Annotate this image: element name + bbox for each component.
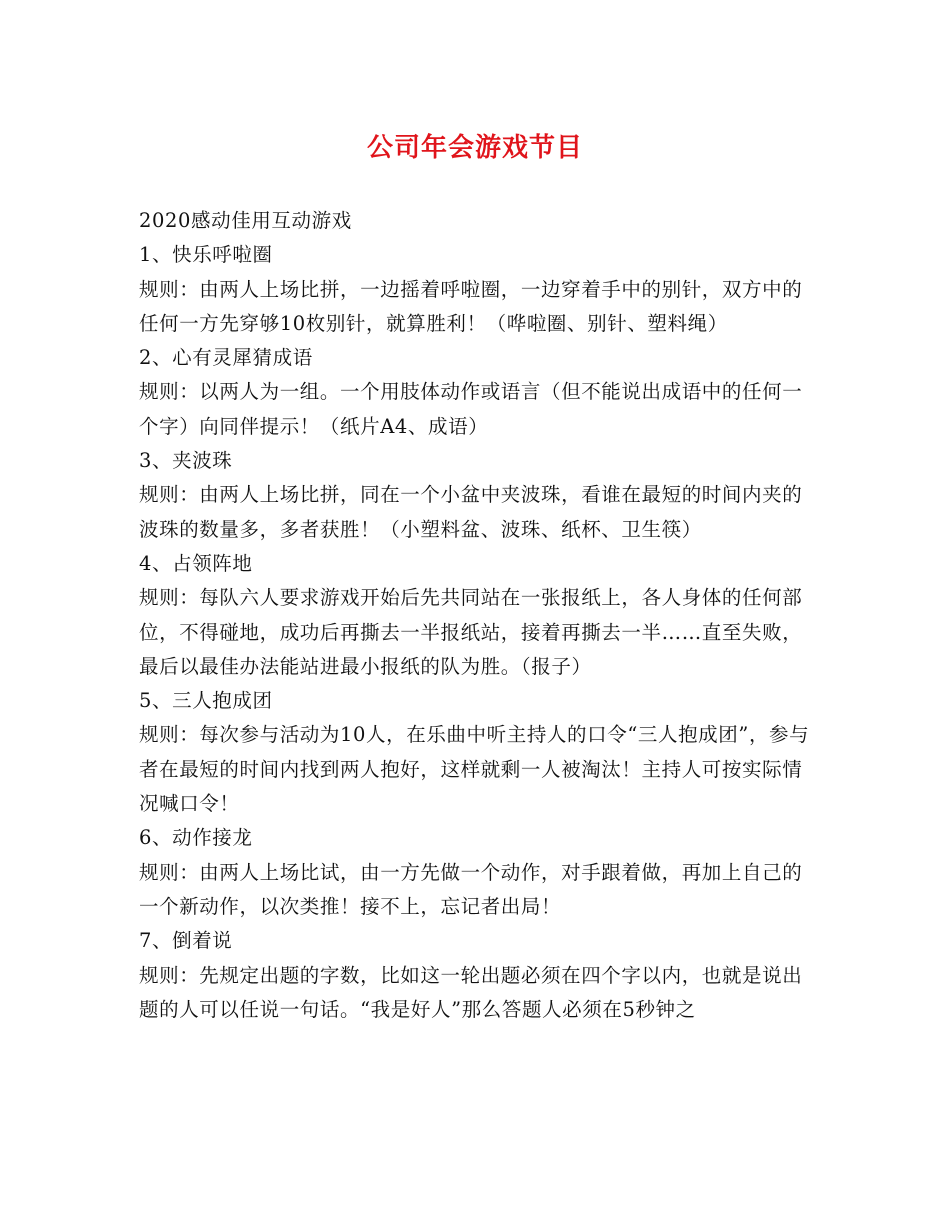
game-heading: 2、心有灵犀猜成语 bbox=[139, 346, 313, 370]
game-rule: 规则：每次参与活动为10人，在乐曲中听主持人的口令“三人抱成团”，参与者在最短的时间内找到两人抱好，这样就剩一人被淘汰！主持人可按实际情况喊口令！ bbox=[139, 723, 810, 816]
document-title: 公司年会游戏节目 bbox=[366, 133, 583, 163]
game-rule: 规则：每队六人要求游戏开始后先共同站在一张报纸上，各人身体的任何部位，不得碰地，成功后再撕去一半报纸站，接着再撕去一半……直至失败，最后以最佳办法能站进最小报纸的队为胜。（报子） bbox=[139, 586, 803, 678]
document-subtitle: 2020感动佳用互动游戏 bbox=[139, 209, 352, 232]
game-heading: 4、占领阵地 bbox=[139, 551, 253, 575]
game-heading: 5、三人抱成团 bbox=[139, 689, 273, 713]
game-heading: 1、快乐呼啦圈 bbox=[139, 243, 273, 267]
game-rule: 规则：由两人上场比拼，一边摇着呼啦圈，一边穿着手中的别针，双方中的任何一方先穿够10枚别针，就算胜利！（哗啦圈、别针、塑料绳） bbox=[139, 277, 803, 335]
game-heading: 7、倒着说 bbox=[139, 929, 233, 953]
game-rule: 规则：以两人为一组。一个用肢体动作或语言（但不能说出成语中的任何一个字）向同伴提示！（纸片A4、成语） bbox=[139, 380, 803, 438]
document-body bbox=[139, 204, 815, 1027]
game-rule: 规则：先规定出题的字数，比如这一轮出题必须在四个字以内，也就是说出题的人可以任说一句话。“我是好人”那么答题人必须在5秒钟之 bbox=[139, 963, 803, 1021]
game-rule: 规则：由两人上场比拼，同在一个小盆中夹波珠，看谁在最短的时间内夹的波珠的数量多，多者获胜！（小塑料盆、波珠、纸杯、卫生筷） bbox=[139, 483, 803, 541]
game-heading: 3、夹波珠 bbox=[139, 449, 233, 473]
game-heading: 6、动作接龙 bbox=[139, 826, 253, 850]
game-rule: 规则：由两人上场比试，由一方先做一个动作，对手跟着做，再加上自己的一个新动作，以次类推！接不上，忘记者出局！ bbox=[139, 860, 803, 918]
